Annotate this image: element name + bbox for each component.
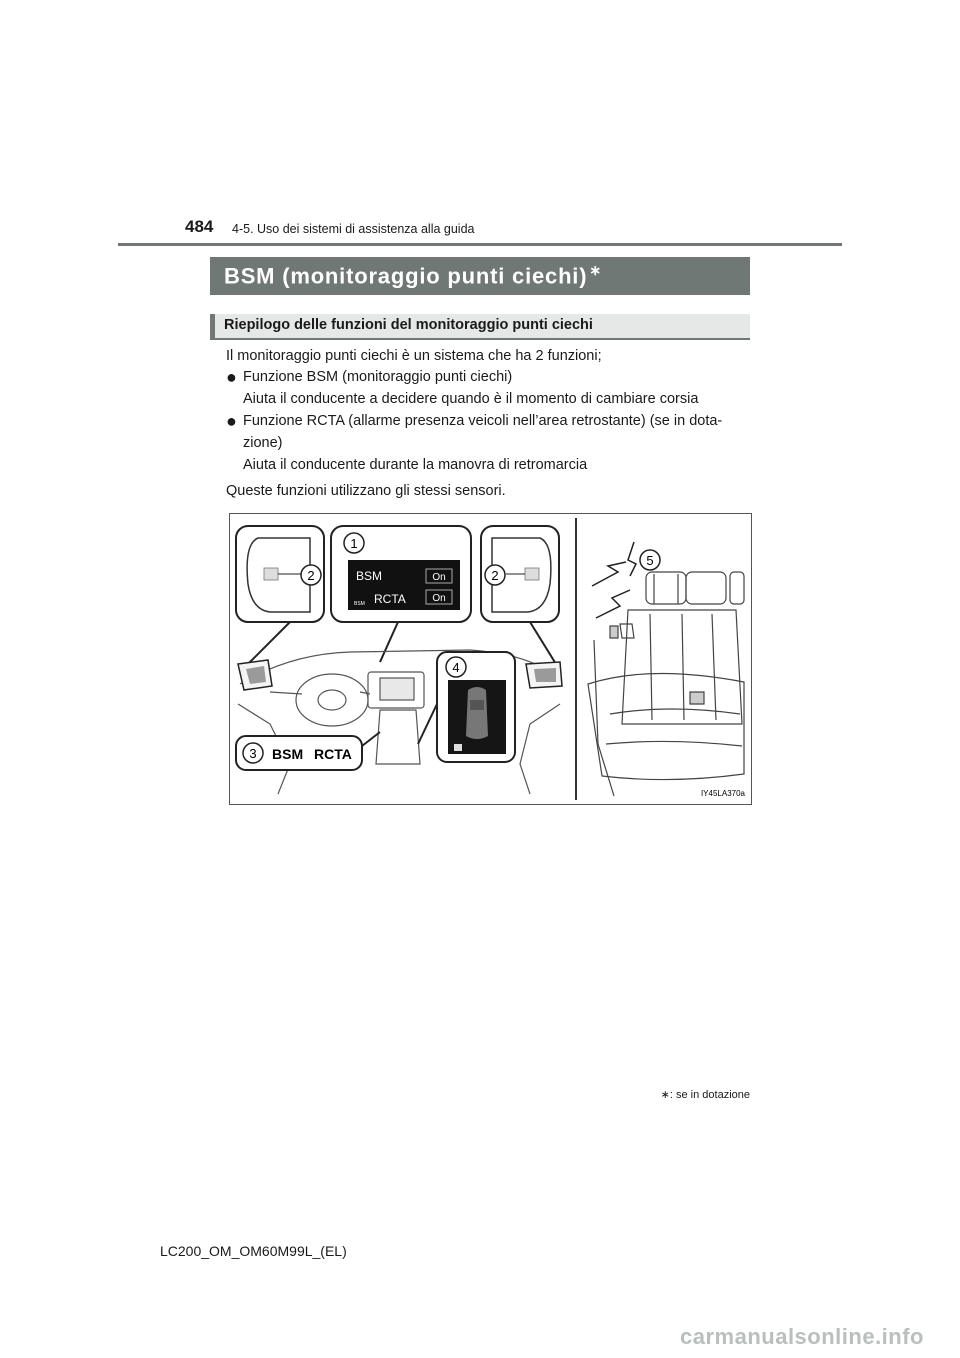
figure-code: IY45LA370a [700,789,745,798]
illustration [229,513,752,805]
bullet-rcta-desc: Aiuta il conducente durante la manovra di retromarcia [243,457,588,473]
display-inset [331,526,471,662]
bullet-rcta-title-cont: zione) [243,435,283,451]
callout-1: 1 [350,536,358,551]
section-title: 4-5. Uso dei sistemi di assistenza alla guida [232,222,475,236]
page-number: 484 [185,217,214,236]
footer-code: LC200_OM_OM60M99L_(EL) [160,1243,347,1259]
display-bsm-value: On [432,572,446,583]
rear-seat-scene [588,572,744,796]
subtitle-accent [210,314,215,338]
bullet-icon: ● [226,367,237,387]
left-door-mirror [238,660,272,690]
display-rcta-sub: BSM [354,601,365,607]
callout-3: 3 [249,746,257,761]
callout-5-group [640,550,660,570]
bullet-bsm-title: Funzione BSM (monitoraggio punti ciechi) [243,369,513,385]
bullet-rcta-title: Funzione RCTA (allarme presenza veicoli nell’area retrostante) (se in dota- [243,413,723,429]
header-rule [118,243,842,246]
illustration-drawing [230,514,751,804]
page-title-text: BSM (monitoraggio punti ciechi) [224,263,588,289]
title-asterisk: ∗ [589,262,602,278]
switch-rcta-label: RCTA [314,746,352,762]
display-rcta-value: On [432,593,446,604]
left-mirror-inset [236,526,324,664]
warning-zigzag-icon [592,542,636,618]
closing-text: Queste funzioni utilizzano gli stessi sensori. [226,483,506,499]
footnote-text: ∗: se in dotazione [660,1089,750,1101]
callout-5: 5 [646,553,654,568]
callout-2-left: 2 [307,568,315,583]
display-rcta-label: RCTA [374,592,406,606]
switch-bsm-label: BSM [272,746,304,762]
footnote [661,1088,750,1101]
bullet-icon: ● [226,411,237,431]
right-door-mirror [526,662,562,688]
intro-text: Il monitoraggio punti ciechi è un sistema che ha 2 funzioni; [226,348,602,364]
subtitle: Riepilogo delle funzioni del monitoraggio punti ciechi [224,317,593,333]
watermark: carmanualsonline.info [680,1324,924,1349]
display-bsm-label: BSM [356,569,383,583]
switch-inset [236,732,380,770]
bullet-bsm-desc: Aiuta il conducente a decidere quando è il momento di cambiare corsia [243,391,699,407]
callout-2-right: 2 [491,568,499,583]
rear-view-inset [418,652,515,762]
callout-4: 4 [452,660,460,675]
page-title [224,262,602,289]
right-mirror-inset [481,526,559,664]
